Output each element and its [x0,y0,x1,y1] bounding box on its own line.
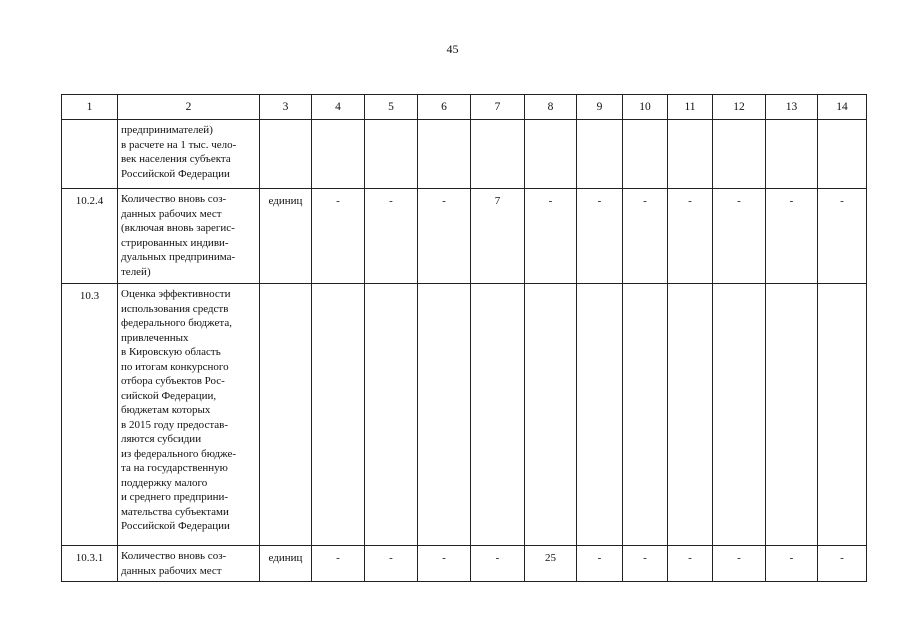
value-cell: - [668,546,713,582]
value-cell: - [418,546,471,582]
value-cell [365,120,418,189]
indicator-name-line: Российской Федерации [121,520,230,532]
column-header: 6 [418,95,471,120]
value-cell: - [818,189,867,284]
indicator-name-line: (включая вновь зарегис- [121,222,235,234]
value-cell: - [418,189,471,284]
indicator-name [118,546,260,582]
value-cell [312,120,365,189]
value-cell [577,284,623,546]
column-header: 12 [713,95,766,120]
indicator-name-line: Оценка эффективности [121,288,231,300]
value-cell [713,284,766,546]
indicator-name-line: поддержку малого [121,476,208,489]
column-header: 10 [623,95,668,120]
value-cell: - [766,546,818,582]
table-header-row [62,95,867,120]
value-cell: - [668,189,713,284]
indicator-name-line: мательства субъектами [121,505,229,518]
value-cell: - [818,546,867,582]
row-code: 10.3 [62,284,118,546]
indicator-name-line: век населения субъекта [121,153,231,165]
value-cell [818,284,867,546]
table-row [62,120,867,189]
row-code: 10.2.4 [62,189,118,284]
row-code: 10.3.1 [62,546,118,582]
row-code [62,120,118,189]
indicator-name-line: привлеченных [121,331,189,344]
indicator-name [118,189,260,284]
value-cell [312,284,365,546]
column-header: 14 [818,95,867,120]
indicator-name-line: Количество вновь соз- [121,193,227,205]
indicator-name-line: сийской Федерации, [121,389,217,402]
value-cell [471,120,525,189]
value-cell [525,120,577,189]
indicator-name-line: ляются субсидии [121,433,202,445]
value-cell [818,120,867,189]
value-cell: - [525,189,577,284]
indicator-name-line: использования средств [121,302,229,315]
indicator-name [118,284,260,546]
indicator-name-line: данных рабочих мест [121,564,222,577]
table-row [62,284,867,546]
indicator-name-line: в расчете на 1 тыс. чело- [121,138,237,151]
indicator-name-line: и среднего предприни- [121,491,229,503]
column-header: 2 [118,95,260,120]
column-header: 13 [766,95,818,120]
value-cell: - [365,189,418,284]
column-header: 8 [525,95,577,120]
value-cell: - [312,546,365,582]
indicator-name-line: данных рабочих мест [121,207,222,220]
indicator-name-line: в Кировскую область [121,346,221,358]
value-cell [668,284,713,546]
unit-of-measure: единиц [260,189,312,284]
table-row [62,189,867,284]
value-cell: - [623,189,668,284]
column-header: 7 [471,95,525,120]
column-header: 4 [312,95,365,120]
indicator-name-line: та на государственную [121,462,228,474]
value-cell: - [312,189,365,284]
value-cell [668,120,713,189]
value-cell: - [577,189,623,284]
value-cell [713,120,766,189]
value-cell: - [365,546,418,582]
indicator-name-line: Российской Федерации [121,167,230,180]
indicators-table [61,94,867,582]
value-cell: - [471,546,525,582]
value-cell [766,120,818,189]
value-cell: - [577,546,623,582]
indicator-name-line: в 2015 году предостав- [121,418,229,431]
unit-of-measure [260,120,312,189]
indicator-name-line: стрированных индиви- [121,236,229,249]
indicator-name-line: Количество вновь соз- [121,550,227,562]
value-cell: - [623,546,668,582]
column-header: 5 [365,95,418,120]
value-cell: - [766,189,818,284]
indicator-name-line: дуальных предпринима- [121,251,236,263]
value-cell [471,284,525,546]
value-cell: - [713,546,766,582]
indicator-name-line: федерального бюджета, [121,317,232,329]
value-cell: 25 [525,546,577,582]
column-header: 9 [577,95,623,120]
value-cell [766,284,818,546]
column-header: 11 [668,95,713,120]
column-header: 3 [260,95,312,120]
column-header: 1 [62,95,118,120]
value-cell [623,120,668,189]
indicator-name-line: из федерального бюдже- [121,447,237,460]
value-cell: - [713,189,766,284]
table-row [62,546,867,582]
value-cell: 7 [471,189,525,284]
indicator-name [118,120,260,189]
value-cell [418,284,471,546]
page-number: 45 [446,42,459,56]
indicator-name-line: по итогам конкурсного [121,360,229,373]
indicator-name-line: телей) [121,265,151,278]
value-cell [418,120,471,189]
unit-of-measure: единиц [260,546,312,582]
indicator-name-line: предпринимателей) [121,124,213,136]
value-cell [365,284,418,546]
value-cell [623,284,668,546]
unit-of-measure [260,284,312,546]
indicator-name-line: отбора субъектов Рос- [121,375,225,387]
value-cell [525,284,577,546]
indicator-name-line: бюджетам которых [121,404,211,416]
value-cell [577,120,623,189]
